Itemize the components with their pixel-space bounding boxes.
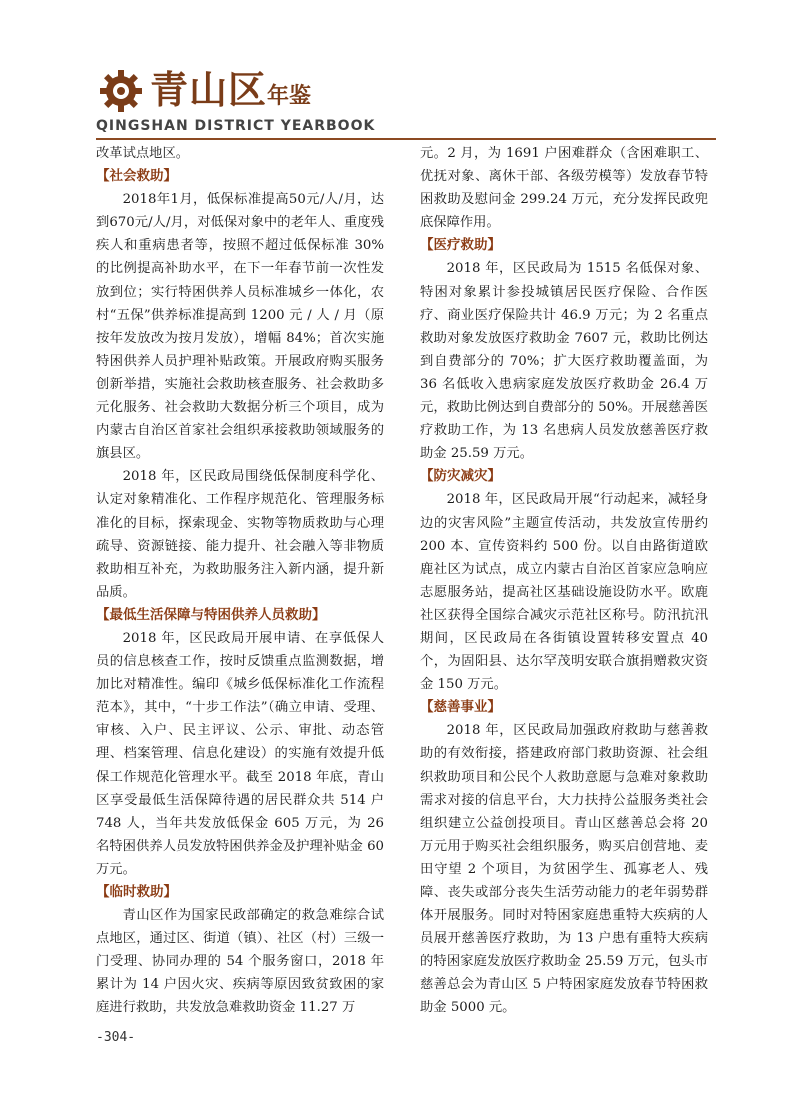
gear-emblem-icon	[98, 68, 144, 114]
section-heading: 【医疗救助】	[420, 237, 501, 254]
section-heading: 【临时救助】	[96, 884, 177, 900]
yearbook-english-title: QINGSHAN DISTRICT YEARBOOK	[96, 118, 376, 134]
body-paragraph: 2018 年，区民政局开展申请、在享低保人员的信息核查工作，按时反馈重点监测数据，增加比对精准性。编印《城乡低保标准化工作流程范本》，其中，“十步工作法”（确立申请、受理、审核、入户、民主评议、公示、审批、动态管理、档案管理、信息化建设）的实施有效提升低保工作规范化管理水平。截至 2018 年底，青山区享受最低生活保障待遇的居民群众共 514 户 748 人，当年共发放低保金 605 万元，为 26 名特困供养人员发放特困供养金及护理补贴金 60 万元。	[96, 630, 384, 877]
body-paragraph: 2018 年，区民政局为 1515 名低保对象、特困对象累计参投城镇居民医疗保险、合作医疗、商业医疗保险共计 46.9 万元；为 2 名重点救助对象发放医疗救助金 7607 元，救助比例达到自费部分的 70%；扩大医疗救助覆盖面，为 36 名低收入患病家庭发放医疗救助金 26.4 万元，救助比例达到自费部分的 50%。开展慈善医疗救助工作，为 13 名患病人员发放慈善医疗救助金 25.59 万元。	[420, 261, 708, 462]
page-number: -304-	[96, 1030, 136, 1045]
body-paragraph: 青山区作为国家民政部确定的救急难综合试点地区，通过区、街道（镇）、社区（村）三级一门受理、协同办理的 54 个服务窗口，2018 年累计为 14 户因火灾、疾病等原因致贫致困的家庭进行救助，共发放急难救助资金 11.27 万	[96, 908, 384, 1016]
body-paragraph: 元。2 月，为 1691 户困难群众（含困难职工、优抚对象、离休干部、各级劳模等）发放春节特困救助及慰问金 299.24 万元，充分发挥民政兜底保障作用。	[420, 146, 708, 231]
body-paragraph: 2018 年，区民政局加强政府救助与慈善救助的有效衔接，搭建政府部门救助资源、社会组织救助项目和公民个人救助意愿与急难对象救助需求对接的信息平台，大力扶持公益服务类社会组织建立公益创投项目。青山区慈善总会将 20 万元用于购买社会组织服务，购买启创营地、麦田守望 2 个项目，为贫困学生、孤寡老人、残障、丧失或部分丧失生活劳动能力的老年弱势群体开展服务。同时对特困家庭患重特大疾病的人员展开慈善医疗救助，为 13 户患有重特大疾病的特困家庭发放医疗救助金 25.59 万元，包头市慈善总会为青山区 5 户特困家庭发放春节特困救助金 5000 元。	[420, 723, 708, 1016]
page-header	[96, 62, 716, 142]
right-text-column	[420, 142, 708, 1020]
section-heading: 【社会救助】	[96, 168, 177, 185]
body-paragraph: 改革试点地区。	[96, 146, 190, 161]
section-heading: 【防灾减灾】	[420, 468, 501, 485]
section-heading: 【慈善事业】	[420, 699, 501, 716]
body-paragraph: 2018年1月，低保标准提高50元/人/月，达到670元/人/月，对低保对象中的老年人、重度残疾人和重病患者等，按照不超过低保标准 30% 的比例提高补助水平，在下一年春节前一次性发放到位；实行特困供养人员标准城乡一体化，农村“五保”供养标准提高到 1200 元 / 人 / 月（原按年发放改为按月发放），增幅 84%；首次实施特困供养人员护理补贴政策。开展政府购买服务创新举措，实施社会救助核查服务、社会救助多元化服务、社会救助大数据分析三个项目，成为内蒙古自治区首家社会组织承接救助领域服务的旗县区。	[96, 192, 384, 462]
section-heading: 【最低生活保障与特困供养人员救助】	[96, 606, 326, 623]
yearbook-logo-title	[150, 68, 311, 118]
body-paragraph: 2018 年，区民政局围绕低保制度科学化、认定对象精准化、工作程序规范化、管理服务标准化的目标，探索现金、实物等物质救助与心理疏导、资源链接、能力提升、社会融入等非物质救助相互补充，为救助服务注入新内涵，提升新品质。	[96, 469, 384, 600]
logo-sub-text: 年鉴	[267, 83, 312, 109]
left-text-column	[96, 142, 384, 1020]
body-paragraph: 2018 年，区民政局开展“行动起来，减轻身边的灾害风险”主题宣传活动，共发放宣传册约 200 本、宣传资料约 500 份。以自由路街道欧鹿社区为试点，成立内蒙古自治区首家应急响应志愿服务站，提高社区基础设施设防水平。欧鹿社区获得全国综合减灾示范社区称号。防汛抗汛期间，区民政局在各街镇设置转移安置点 40 个，为固阳县、达尔罕茂明安联合旗捐赠救灾资金 150 万元。	[420, 492, 708, 693]
logo-main-text: 青山区	[150, 67, 268, 112]
header-divider	[96, 138, 716, 140]
